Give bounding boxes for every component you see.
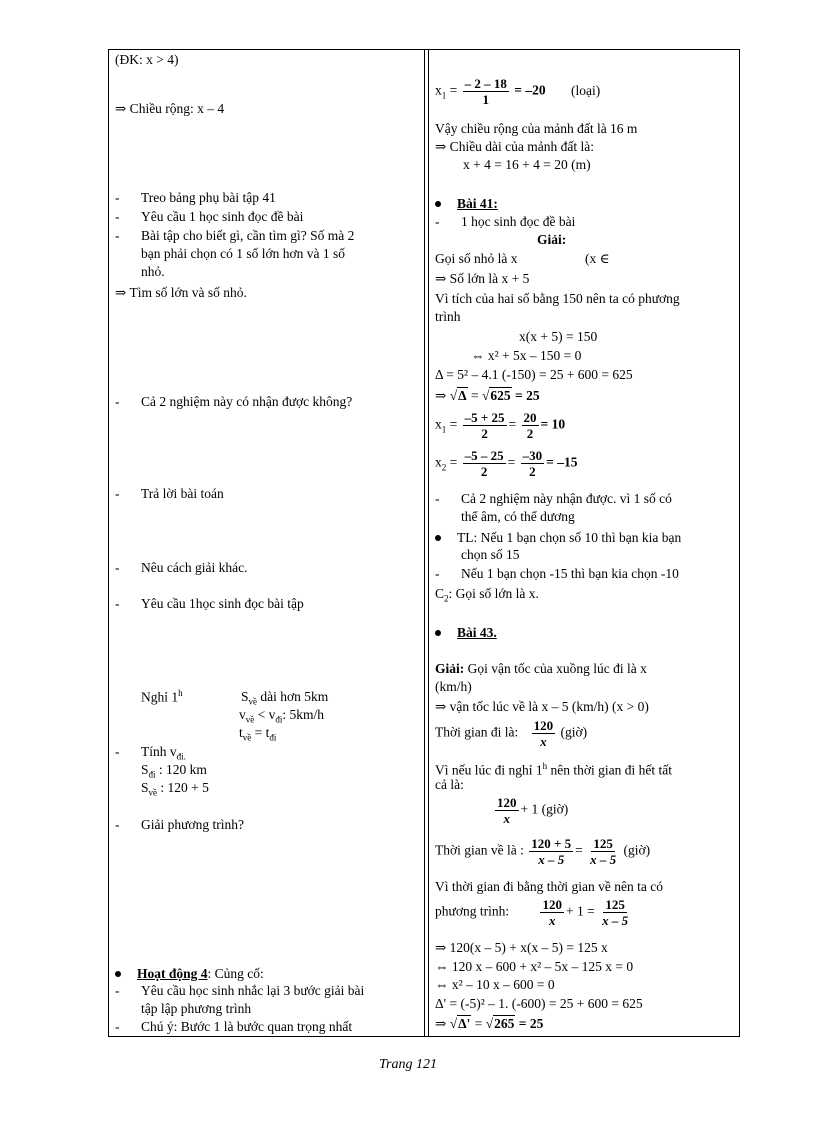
right-line: 1 học sinh đọc đề bài — [461, 214, 576, 229]
left-line: tập lập phương trình — [141, 1001, 252, 1016]
right-line: Δ = 5² – 4.1 (-150) = 25 + 600 = 625 — [435, 367, 633, 382]
left-line: Yêu cầu 1học sinh đọc bài tập — [141, 596, 304, 611]
answer-line: TL: Nếu 1 bạn chọn số 10 thì bạn kia bạn — [435, 529, 681, 546]
dash: - — [115, 190, 120, 205]
right-line: Nếu 1 bạn chọn -15 thì bạn kia chọn -10 — [461, 566, 679, 581]
x1-root-eq: $x_1$ = $\frac{-5 + 25}{2}$ = $\frac{20}{2}$ = 10 — [435, 410, 566, 441]
left-line: bạn phải chọn có 1 số lớn hơn và 1 số — [141, 246, 345, 261]
column-divider — [424, 50, 429, 1036]
right-line: Vì nếu lúc đi nghỉ 1$^h$ nên thời gian đi hết tất — [435, 761, 672, 778]
distance-line: $S_{về}$ dài hơn 5km — [241, 689, 329, 707]
left-line: Nêu cách giải khác. — [141, 560, 248, 575]
bullet-icon — [435, 535, 441, 541]
left-line: ⇒ Tìm số lớn và số nhỏ. — [115, 285, 247, 300]
left-line: Bài tập cho biết gì, cần tìm gì? Số mà 2 — [141, 228, 355, 243]
left-line: $S_{đi}$ : 120 km — [141, 762, 207, 780]
x2-root-eq: $x_2$ = $\frac{-5 - 25}{2}$ = $\frac{-30}{2}$ = –15 — [435, 448, 578, 479]
x1-eq: $x_1$ = $\frac{- 2 - 18}{1}$ = –20 (loại) — [435, 76, 601, 107]
dash: - — [115, 744, 120, 759]
right-line: Vậy chiều rộng của mảnh đất là 16 m — [435, 121, 638, 136]
left-line: Chú ý: Bước 1 là bước quan trọng nhất — [141, 1019, 353, 1034]
width-text: ⇒ Chiều rộng: x – 4 — [115, 101, 225, 116]
right-line: Vì thời gian đi bằng thời gian về nên ta có — [435, 879, 663, 894]
right-line: Giải: Gọi vận tốc của xuồng lúc đi là x — [435, 661, 647, 676]
right-line: (x ∈ — [585, 251, 610, 266]
exercise-41-heading: Bài 41: — [435, 195, 498, 212]
left-line: $S_{về}$ : 120 + 5 — [141, 780, 209, 798]
right-line: x(x + 5) = 150 — [519, 329, 598, 344]
time-go-eq: Thời gian đi là: $\frac{120}{x}$ (giờ) — [435, 718, 588, 749]
left-line: nhỏ. — [141, 264, 165, 279]
activity-heading: Hoạt động 4: Củng cố: — [115, 965, 264, 982]
dash: - — [115, 817, 120, 832]
dash: - — [435, 566, 440, 581]
dash: - — [115, 228, 120, 243]
right-line: ⇒ Số lớn là x + 5 — [435, 271, 530, 286]
rest-line: Nghỉ 1$^h$ — [141, 688, 183, 705]
right-line: (km/h) — [435, 679, 472, 694]
left-line: Tính $v_{đi.}$ — [141, 744, 186, 762]
left-line: Treo bảng phụ bài tập 41 — [141, 190, 276, 205]
left-line: Cả 2 nghiệm này có nhận được không? — [141, 394, 353, 409]
right-line: cả là: — [435, 777, 464, 792]
time-line: $t_{về} = t_{đi}$ — [239, 725, 277, 743]
right-line: thể âm, có thể dương — [461, 509, 575, 524]
left-line: Yêu cầu 1 học sinh đọc đề bài — [141, 209, 304, 224]
sqrt-delta-eq: ⇒ √Δ = √625 = 25 — [435, 388, 540, 403]
dash: - — [115, 983, 120, 998]
dash: - — [115, 486, 120, 501]
equation-line: phương trình: $\frac{120}{x}$ + 1 = $\frac{125}{x - 5}$ — [435, 897, 629, 928]
right-line: Vì tích của hai số bằng 150 nên ta có phương — [435, 291, 680, 306]
dash: - — [115, 1019, 120, 1034]
condition-text: (ĐK: x > 4) — [115, 52, 179, 67]
speed-line: $v_{về} < v_{đi}$: 5km/h — [239, 707, 325, 725]
right-line: ⇒ Chiều dài của mảnh đất là: — [435, 139, 595, 154]
right-line: ⇔ 120 x – 600 + x² – 5x – 125 x = 0 — [435, 959, 634, 974]
left-line: Trả lời bài toán — [141, 486, 224, 501]
left-line: Giải phương trình? — [141, 817, 244, 832]
right-line: chọn số 15 — [461, 547, 520, 562]
right-line: Δ' = (-5)² – 1. (-600) = 25 + 600 = 625 — [435, 996, 643, 1011]
left-line: Yêu cầu học sinh nhắc lại 3 bước giải bài — [141, 983, 365, 998]
right-line: Gọi số nhỏ là x — [435, 251, 518, 266]
dash: - — [115, 394, 120, 409]
dash: - — [115, 560, 120, 575]
exercise-43-heading: Bài 43. — [435, 624, 497, 641]
sqrt-delta-prime-eq: ⇒ √Δ' = √265 = 25 — [435, 1016, 544, 1031]
bullet-icon — [115, 971, 121, 977]
dash: - — [435, 491, 440, 506]
right-line: ⇒ vận tốc lúc về là x – 5 (km/h) (x > 0) — [435, 699, 649, 714]
dash: - — [115, 209, 120, 224]
method2-line: $C_2$: Gọi số lớn là x. — [435, 586, 539, 604]
bullet-icon — [435, 630, 441, 636]
total-time-eq: $\frac{120}{x}$ + 1 (giờ) — [497, 795, 569, 826]
right-line: trình — [435, 309, 461, 324]
dash: - — [435, 214, 440, 229]
dash: - — [115, 596, 120, 611]
right-line: ⇔ x² – 10 x – 600 = 0 — [435, 977, 555, 992]
right-line: ⇒ 120(x – 5) + x(x – 5) = 125 x — [435, 940, 608, 955]
right-line: ⇔ x² + 5x – 150 = 0 — [471, 348, 582, 363]
page-number: Trang 121 — [379, 1057, 437, 1072]
right-line: x + 4 = 16 + 4 = 20 (m) — [463, 157, 591, 172]
right-line: Cả 2 nghiệm này nhận được. vì 1 số có — [461, 491, 672, 506]
lesson-table — [108, 49, 740, 1037]
bullet-icon — [435, 201, 441, 207]
time-back-eq: Thời gian về là : $\frac{120 + 5}{x - 5}$ = $\frac{125}{x - 5}$ (giờ) — [435, 836, 651, 867]
solution-label: Giải: — [537, 232, 567, 247]
